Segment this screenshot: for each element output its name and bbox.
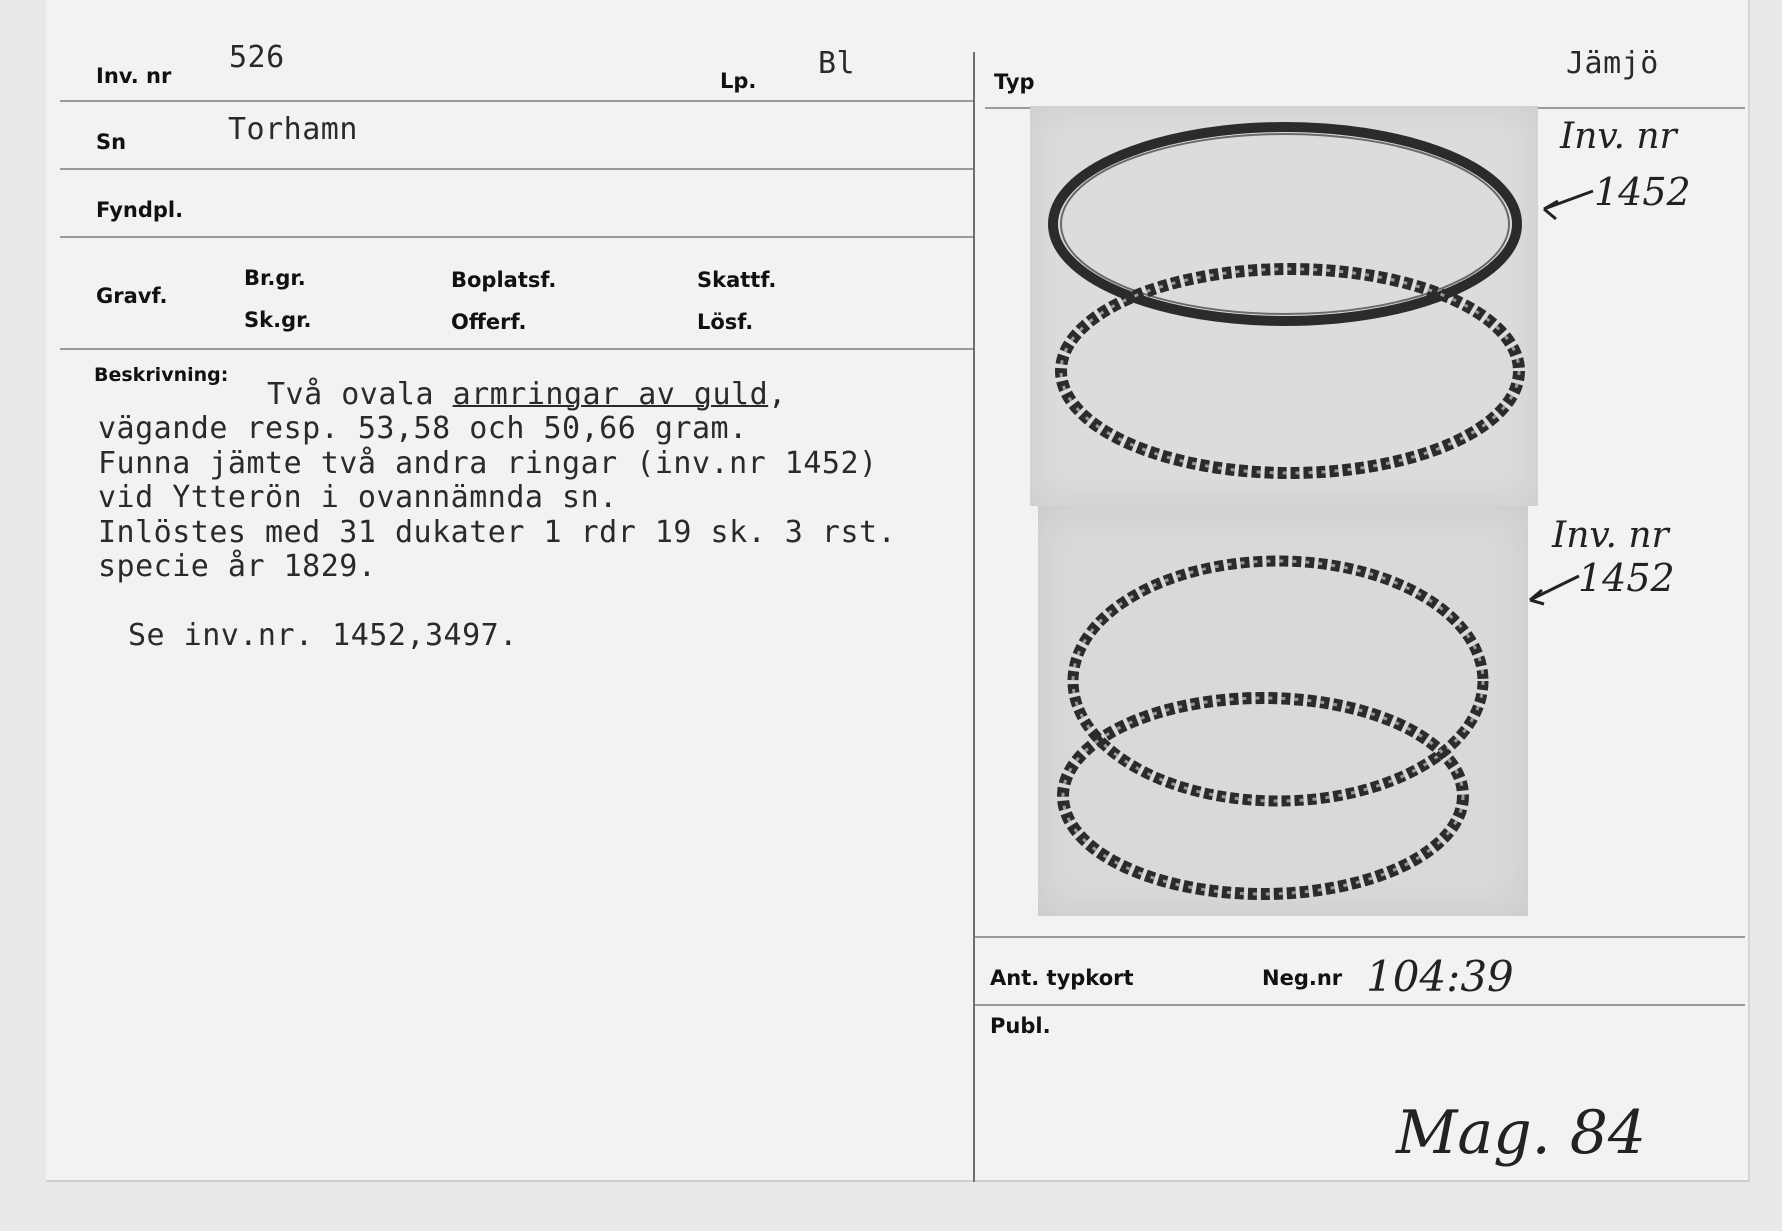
photo-note-bottom-number: 1452 [1578, 556, 1675, 600]
ring-illustration-bottom [1038, 506, 1528, 916]
divider-line [60, 100, 975, 102]
neg-nr-label: Neg.nr [1262, 966, 1343, 990]
see-also: Se inv.nr. 1452,3497. [128, 618, 518, 653]
arrow-icon [1538, 185, 1598, 225]
offerf-label: Offerf. [451, 310, 527, 334]
photo-bottom [1038, 506, 1528, 916]
gravf-label: Gravf. [96, 284, 168, 308]
publ-label: Publ. [990, 1014, 1051, 1038]
sn-value: Torhamn [228, 112, 358, 147]
ring-illustration-top [1030, 106, 1538, 506]
lp-label: Lp. [720, 69, 757, 93]
lp-value: Bl [818, 46, 856, 81]
sn-label: Sn [96, 130, 127, 154]
boplatsf-label: Boplatsf. [451, 268, 557, 292]
description-line-5: Inlöstes med 31 dukater 1 rdr 19 sk. 3 rst. [98, 515, 897, 550]
inv-nr-label: Inv. nr [96, 64, 172, 88]
divider-line [60, 168, 975, 170]
description-line-2: vägande resp. 53,58 och 50,66 gram. [98, 411, 748, 446]
ant-typkort-label: Ant. typkort [990, 966, 1134, 990]
description-line-6: specie år 1829. [98, 549, 377, 584]
signature: Mag. 84 [1396, 1098, 1647, 1168]
skattf-label: Skattf. [697, 268, 777, 292]
divider-line [60, 348, 975, 350]
description-line-1: Två ovala armringar av guld, [267, 377, 787, 412]
divider-line [60, 236, 975, 238]
typ-label: Typ [994, 70, 1035, 94]
photo-note-top-number: 1452 [1594, 170, 1691, 214]
photo-note-top-label: Inv. nr [1560, 116, 1677, 157]
divider-line [975, 936, 1745, 938]
sk-gr-label: Sk.gr. [244, 308, 312, 332]
neg-nr-value: 104:39 [1366, 952, 1514, 1001]
description-line-3: Funna jämte två andra ringar (inv.nr 1452) [98, 446, 878, 481]
br-gr-label: Br.gr. [244, 266, 306, 290]
description-line-4: vid Ytterön i ovannämnda sn. [98, 480, 618, 515]
fyndpl-label: Fyndpl. [96, 198, 184, 222]
column-divider [973, 52, 975, 1182]
losf-label: Lösf. [697, 310, 754, 334]
inv-nr-value: 526 [229, 40, 285, 75]
typ-value: Jämjö [1566, 46, 1659, 81]
beskrivning-label: Beskrivning: [94, 364, 229, 386]
photo-top [1030, 106, 1538, 506]
divider-line [975, 1004, 1745, 1006]
arrow-icon [1524, 570, 1584, 610]
photo-note-bottom-label: Inv. nr [1552, 515, 1669, 556]
